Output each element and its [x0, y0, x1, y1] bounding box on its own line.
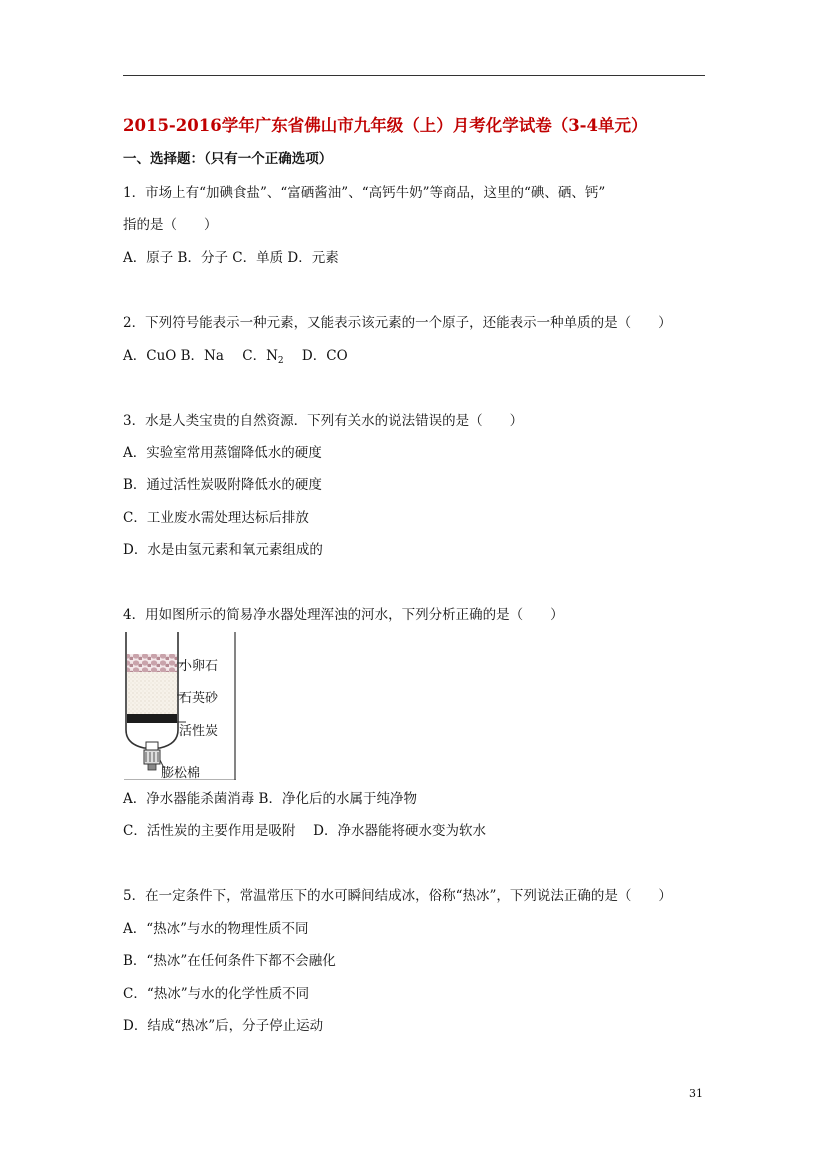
label-quartz-sand: 石英砂: [179, 691, 219, 706]
q5-option-b: B．“热冰”在任何条件下都不会融化: [123, 953, 336, 969]
q5-option-a: A．“热冰”与水的物理性质不同: [123, 921, 309, 937]
section-heading: 一、选择题：（只有一个正确选项）: [123, 151, 333, 167]
q4-options-line1: A．净水器能杀菌消毒 B．净化后的水属于纯净物: [123, 791, 417, 807]
q3-stem: 3．水是人类宝贵的自然资源．下列有关水的说法错误的是（ ）: [123, 413, 524, 429]
q3-option-d: D．水是由氢元素和氧元素组成的: [123, 542, 323, 558]
q3-option-c: C．工业废水需处理达标后排放: [123, 510, 309, 526]
q2-option-a: A．CuO: [123, 348, 177, 364]
q2-option-c: [242, 348, 283, 364]
water-filter-figure: [124, 632, 236, 780]
q1-options: A．原子 B．分子 C．单质 D．元素: [123, 250, 339, 266]
page-title: 2015-2016学年广东省佛山市九年级（上）月考化学试卷（3-4单元）: [123, 116, 648, 135]
q2-option-d: D．CO: [301, 348, 348, 364]
q2-stem: 2．下列符号能表示一种元素，又能表示该元素的一个原子，还能表示一种单质的是（ ）: [123, 315, 672, 331]
header-rule: [123, 75, 705, 76]
q4-stem: 4．用如图所示的简易净水器处理浑浊的河水，下列分析正确的是（ ）: [123, 607, 564, 623]
page-number: 31: [689, 1087, 703, 1100]
sand-layer: [127, 672, 177, 714]
q5-option-c: C．“热冰”与水的化学性质不同: [123, 986, 310, 1002]
q2-option-c-subscript: 2: [277, 356, 284, 366]
q5-stem: 5．在一定条件下，常温常压下的水可瞬间结成冰，俗称“热冰”，下列说法正确的是（ ）: [123, 888, 672, 904]
label-gravel: 小卵石: [179, 659, 219, 674]
q2-option-c-text: C．N: [242, 348, 278, 364]
q2-options: [123, 347, 348, 370]
q1-stem-line2: 指的是（ ）: [123, 217, 218, 233]
label-cotton: 膨松棉: [161, 766, 201, 781]
q1-stem-line1: 1．市场上有“加碘食盐”、“富硒酱油”、“高钙牛奶”等商品，这里的“碘、硒、钙”: [123, 185, 606, 201]
q3-option-b: B．通过活性炭吸附降低水的硬度: [123, 477, 322, 493]
q3-option-a: A．实验室常用蒸馏降低水的硬度: [123, 445, 322, 461]
q4-options-line2: C．活性炭的主要作用是吸附 D．净水器能将硬水变为软水: [123, 823, 486, 839]
gravel-layer: [127, 654, 177, 672]
q5-option-d: D．结成“热冰”后，分子停止运动: [123, 1018, 324, 1034]
charcoal-layer: [127, 714, 177, 723]
label-activated-carbon: 活性炭: [179, 724, 219, 739]
q2-option-b: B．Na: [180, 348, 224, 364]
